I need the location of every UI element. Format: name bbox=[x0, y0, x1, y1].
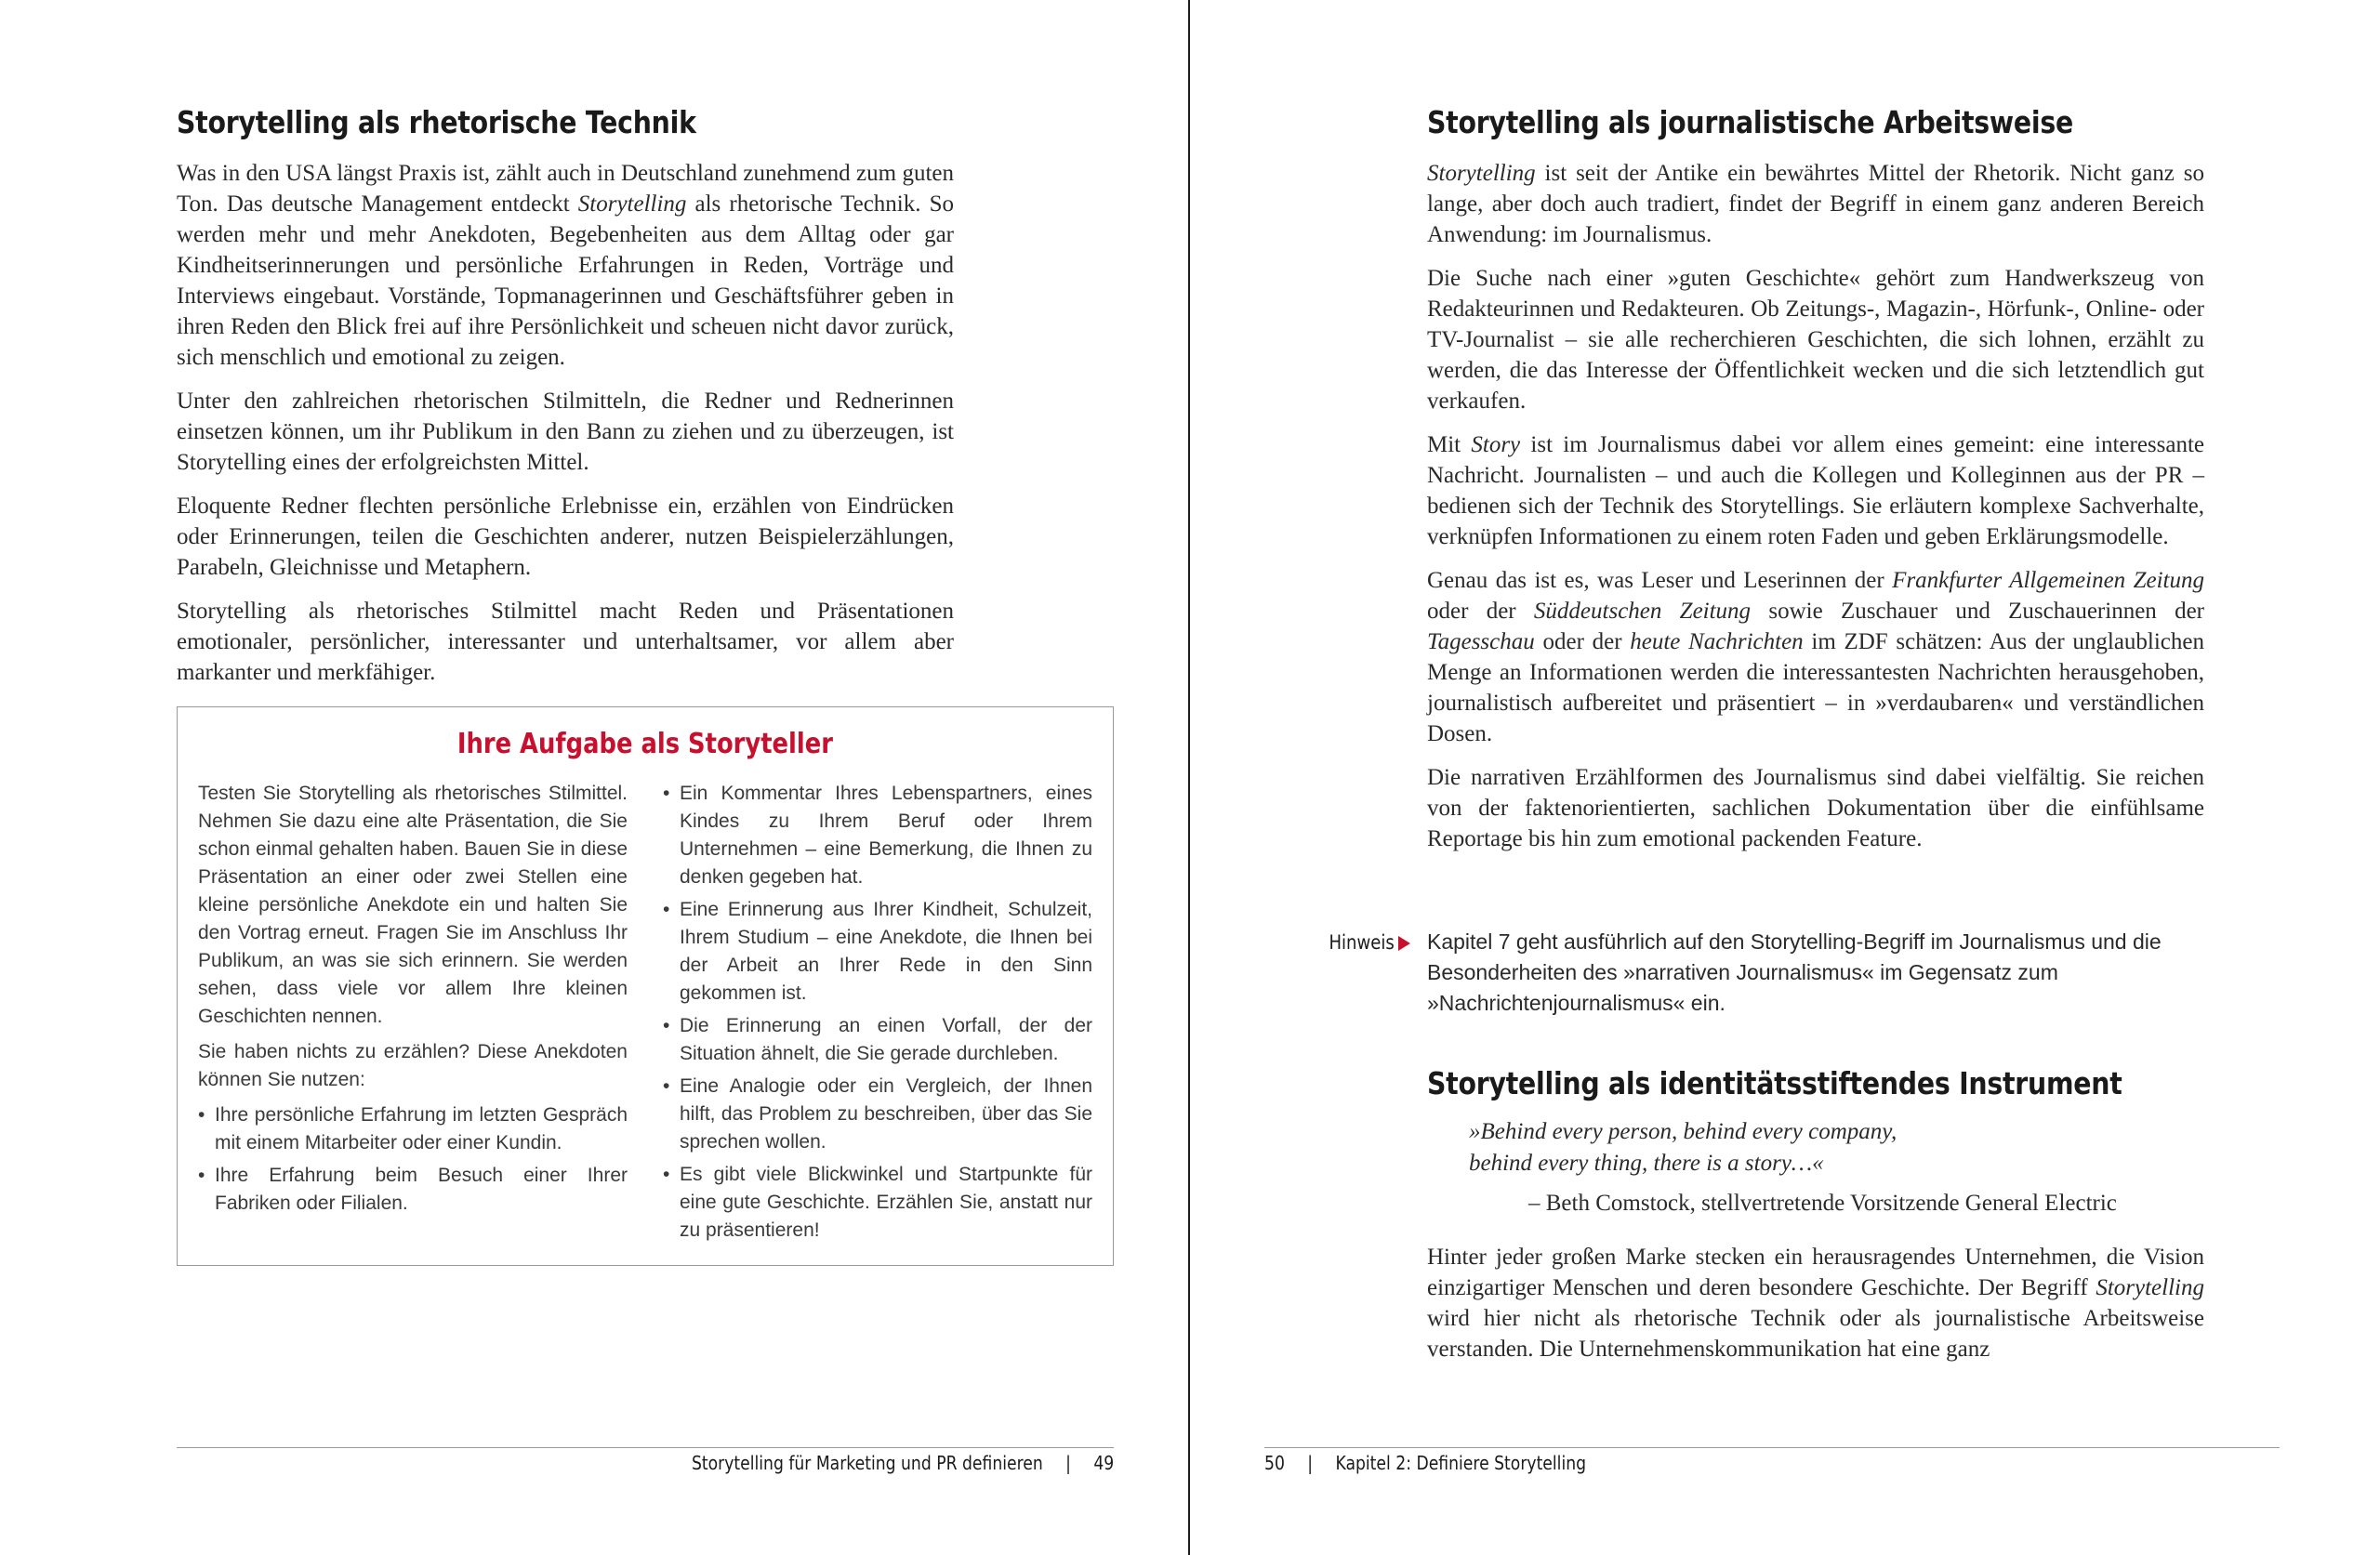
text-run: oder der bbox=[1427, 599, 1534, 624]
text-run: Die Suche nach einer »guten Geschichte« gehört zum Handwerkszeug von Redakteurinnen und Redakteuren. Ob Zeitungs-, Magazin-, Hörfunk-, Online- oder TV-Journalist – sie alle recherchieren Geschichten, die sich lohnen, erzählt zu werden, die das Interesse der Öffentlichkeit wecken und die sich letztendlich gut verkaufen. bbox=[1427, 266, 2204, 414]
quote-line: behind every thing, there is a story…« bbox=[1469, 1151, 1824, 1176]
right-paragraph bbox=[1427, 263, 2204, 416]
note-label: Hinweis bbox=[1318, 931, 1410, 954]
task-bullet-item: • Ein Kommentar Ihres Lebenspartners, eines Kindes zu Ihrem Beruf oder Ihrem Unternehmen – eine Bemerkung, die Ihnen zu denken gegeben hat. bbox=[663, 780, 1092, 891]
section-heading-identity: Storytelling als identitätsstiftendes Instrument bbox=[1427, 1065, 2122, 1101]
text-run: sowie Zuschauer und Zuschauerinnen der bbox=[1751, 599, 2204, 624]
left-heading-wrap bbox=[177, 104, 954, 140]
quote-line: »Behind every person, behind every company, bbox=[1469, 1119, 1897, 1144]
right-footer-rule bbox=[1264, 1447, 2280, 1448]
task-paragraph: Testen Sie Storytelling als rhetorisches Stilmittel. Nehmen Sie dazu eine alte Präsentation, die Sie schon einmal gehalten haben. Bauen Sie in diese Präsentation an einer oder zwei Stellen eine kleine persönliche Anekdote ein und halten Sie den Vortrag erneut. Fragen Sie im Anschluss Ihr Publikum, an was sie sich erinnern. Sie werden sehen, dass viele vor allem Ihre kleinen Geschichten nennen. bbox=[198, 783, 628, 1027]
text-run: oder der bbox=[1534, 629, 1631, 654]
italic-run: Tagesschau bbox=[1427, 629, 1535, 654]
left-paragraph bbox=[177, 386, 954, 478]
left-body-text bbox=[177, 158, 954, 701]
text-run: als rhetorische Technik. So werden mehr und mehr Anekdoten, Begebenheiten aus dem Alltag oder gar Kindheitserinnerungen und persönliche Erfahrungen in Reden, Vorträge und Interviews eingebaut. Vorstände, Topmanagerinnen und Geschäftsführer geben in ihren Reden den Blick frei auf ihre Persönlichkeit und scheuen nicht davor zurück, sich menschlich und emotional zu zeigen. bbox=[177, 191, 954, 370]
right-paragraph bbox=[1427, 762, 2204, 854]
text-run: Storytelling als rhetorisches Stilmittel macht Reden und Präsentationen emotionaler, persönlicher, interessanter und unterhaltsamer, vor allem aber markanter und merkfähiger. bbox=[177, 599, 954, 685]
footer-separator: | bbox=[1307, 1452, 1314, 1474]
right-body-text bbox=[1427, 158, 2204, 867]
footer-separator: | bbox=[1064, 1452, 1071, 1474]
task-bullet-item: • Ihre persönliche Erfahrung im letzten Gespräch mit einem Mitarbeiter oder einer Kundin. bbox=[198, 1101, 628, 1157]
text-run: Mit bbox=[1427, 432, 1472, 457]
italic-run: Storytelling bbox=[1427, 161, 1536, 186]
task-box-title: Ihre Aufgabe als Storyteller bbox=[456, 728, 834, 760]
text-run: im ZDF schätzen: Aus der unglaublichen Menge an Informationen werden die interessantesten Nachrichten herausgehoben, journalistisch aufbereitet und präsentiert – in »verdaubaren« und verständlichen Dosen. bbox=[1427, 629, 2204, 746]
left-paragraph bbox=[177, 158, 954, 373]
right-heading2-wrap bbox=[1427, 1065, 2204, 1101]
section-heading-journalism: Storytelling als journalistische Arbeitsweise bbox=[1427, 104, 2073, 140]
italic-run: heute Nachrichten bbox=[1630, 629, 1804, 654]
left-paragraph bbox=[177, 491, 954, 583]
task-box-left-column bbox=[198, 780, 628, 1222]
text-run: Was in den USA längst Praxis ist, zählt auch in Deutschland zunehmend zum guten Ton. Das deutsche Management entdeckt bbox=[177, 161, 954, 217]
right-heading-wrap bbox=[1427, 104, 2204, 140]
quote-attribution: – Beth Comstock, stellvertretende Vorsitzende General Electric bbox=[1528, 1191, 2117, 1216]
running-title: Storytelling für Marketing und PR definieren bbox=[691, 1452, 1043, 1474]
text-run: ist seit der Antike ein bewährtes Mittel der Rhetorik. Nicht ganz so lange, aber doch auch tradiert, findet der Begriff in einem ganz anderen Bereich Anwendung: im Journalismus. bbox=[1427, 161, 2204, 247]
italic-run: Storytelling bbox=[577, 191, 687, 217]
task-bullet-list bbox=[198, 1101, 628, 1218]
left-footer bbox=[623, 1451, 1114, 1475]
text-run: Eloquente Redner flechten persönliche Erlebnisse ein, erzählen von Eindrücken oder Erinnerungen, teilen die Geschichten anderer, nutzen Beispielerzählungen, Parabeln, Gleichnisse und Metaphern. bbox=[177, 494, 954, 580]
italic-run: Süddeutschen Zeitung bbox=[1533, 599, 1752, 624]
italic-run: Frankfurter Allgemeinen Zeitung bbox=[1892, 568, 2204, 593]
right-final-text bbox=[1427, 1242, 2204, 1377]
task-bullet-item: • Die Erinnerung an einen Vorfall, der der Situation ähnelt, die Sie gerade durchleben. bbox=[663, 1012, 1092, 1068]
right-paragraph bbox=[1427, 1242, 2204, 1364]
text-run: Genau das ist es, was Leser und Leserinnen der bbox=[1427, 568, 1893, 593]
italic-run: Story bbox=[1471, 432, 1521, 457]
text-run: Die narrativen Erzählformen des Journalismus sind dabei vielfältig. Sie reichen von der faktenorientierten, sachlichen Dokumentation über die einfühlsame Reportage bis hin zum emotional packenden Feature. bbox=[1427, 765, 2204, 851]
right-paragraph bbox=[1427, 158, 2204, 250]
right-page bbox=[1190, 0, 2380, 1555]
task-paragraph: Sie haben nichts zu erzählen? Diese Anekdoten können Sie nutzen: bbox=[198, 1041, 628, 1090]
italic-run: Storytelling bbox=[2096, 1275, 2204, 1300]
task-bullet-list bbox=[663, 780, 1092, 1245]
text-run: Unter den zahlreichen rhetorischen Stilmitteln, die Redner und Rednerinnen einsetzen können, um ihr Publikum in den Bann zu ziehen und zu überzeugen, ist Storytelling eines der erfolgreichsten Mittel. bbox=[177, 389, 954, 475]
right-paragraph bbox=[1427, 565, 2204, 749]
text-run: wird hier nicht als rhetorische Technik oder als journalistische Arbeitsweise verstanden. Die Unternehmenskommunikation hat eine ganz bbox=[1427, 1306, 2204, 1362]
page-number: 50 bbox=[1264, 1452, 1285, 1474]
task-bullet-item: • Es gibt viele Blickwinkel und Startpunkte für eine gute Geschichte. Erzählen Sie, anstatt nur zu präsentieren! bbox=[663, 1161, 1092, 1245]
note-text: Kapitel 7 geht ausführlich auf den Storytelling-Begriff im Journalismus und die Besonderheiten des »narrativen Journalismus« im Gegensatz zum »Nachrichtenjournalismus« ein. bbox=[1427, 929, 2162, 1015]
task-bullet-item: • Eine Analogie oder ein Vergleich, der Ihnen hilft, das Problem zu beschreiben, über das Sie sprechen wollen. bbox=[663, 1073, 1092, 1156]
left-paragraph bbox=[177, 596, 954, 688]
left-footer-rule bbox=[177, 1447, 1114, 1448]
running-title: Kapitel 2: Definiere Storytelling bbox=[1335, 1452, 1587, 1474]
text-run: ist im Journalismus dabei vor allem eines gemeint: eine interessante Nachricht. Journalisten – und auch die Kollegen und Kolleginnen aus der PR – bedienen sich der Technik des Storytellings. Sie erläutern komplexe Sachverhalte, verknüpfen Informationen zu einem roten Faden und geben Erklärungsmodelle. bbox=[1427, 432, 2205, 549]
page-number: 49 bbox=[1093, 1452, 1114, 1474]
triangle-arrow-icon bbox=[1398, 936, 1410, 951]
task-box-right-column bbox=[663, 780, 1092, 1249]
task-bullet-item: • Ihre Erfahrung beim Besuch einer Ihrer Fabriken oder Filialen. bbox=[198, 1162, 628, 1218]
right-paragraph bbox=[1427, 429, 2204, 552]
text-run: Hinter jeder großen Marke stecken ein herausragendes Unternehmen, die Vision einzigartiger Menschen und deren besondere Geschichte. Der Begriff bbox=[1427, 1245, 2204, 1300]
task-box bbox=[177, 706, 1114, 1266]
task-bullet-item: • Eine Erinnerung aus Ihrer Kindheit, Schulzeit, Ihrem Studium – eine Anekdote, die Ihnen bei der Arbeit an Ihrer Rede in den Sinn gekommen ist. bbox=[663, 896, 1092, 1008]
right-footer bbox=[1264, 1451, 1638, 1475]
epigraph-quote bbox=[1469, 1116, 2213, 1179]
left-page bbox=[0, 0, 1188, 1555]
section-heading-rhetoric: Storytelling als rhetorische Technik bbox=[177, 104, 696, 140]
